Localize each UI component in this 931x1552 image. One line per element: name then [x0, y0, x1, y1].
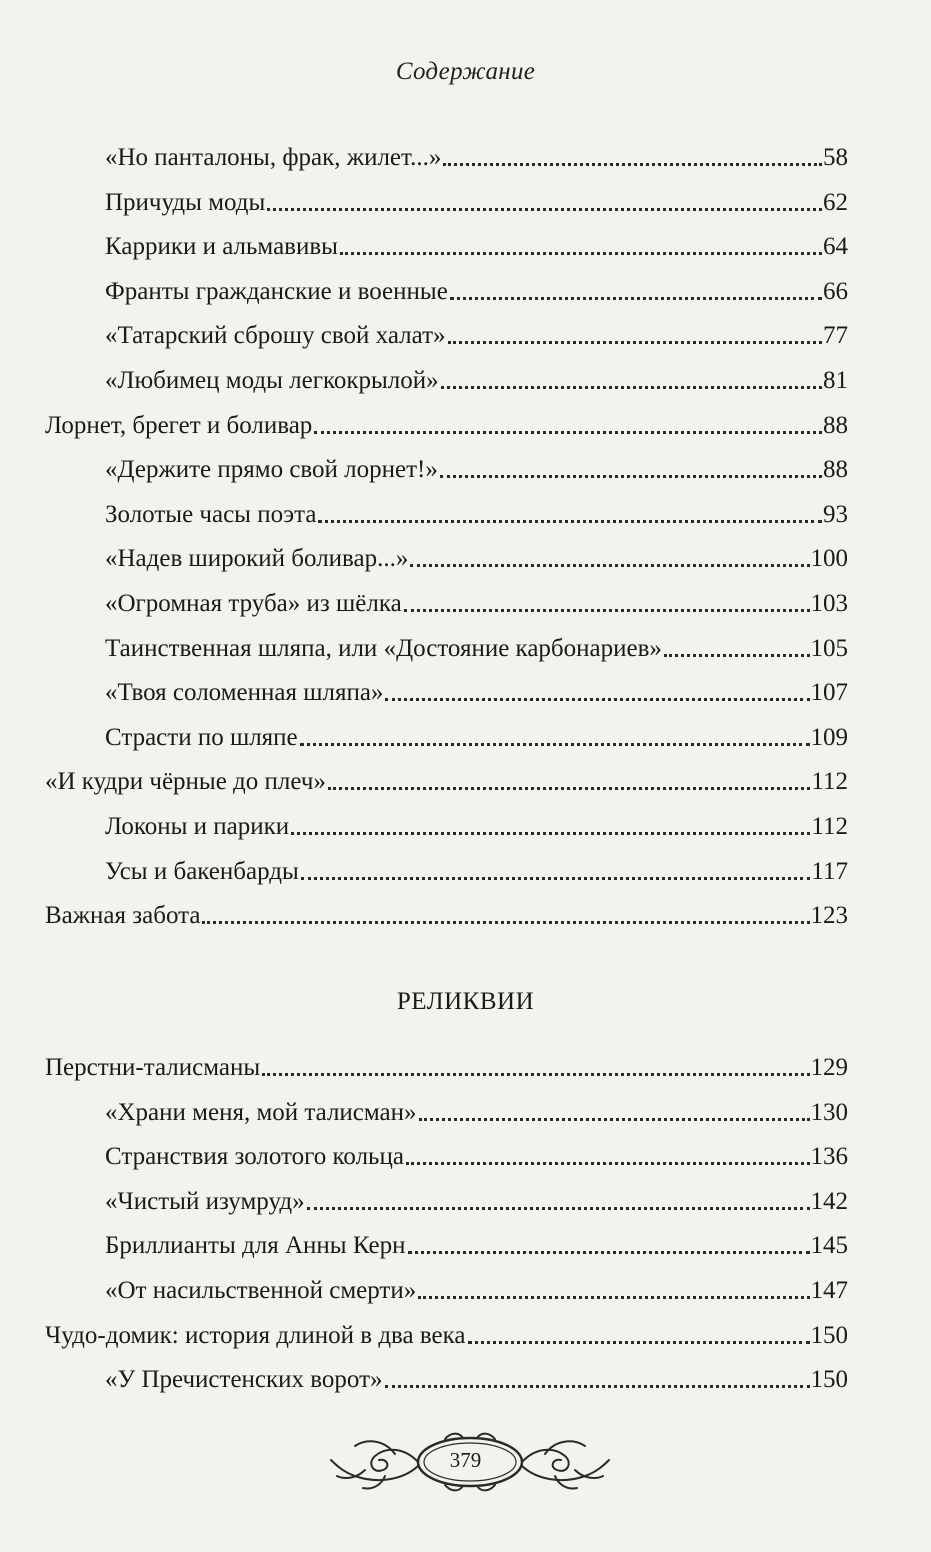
toc-entry-page: 88: [823, 456, 848, 484]
toc-entry-page: 117: [811, 857, 848, 885]
dot-leader: [300, 743, 810, 746]
toc-entry-page: 112: [811, 768, 848, 796]
toc-entry-title: «Держите прямо свой лорнет!»: [105, 456, 438, 484]
dot-leader: [448, 341, 823, 344]
toc-entry: [105, 624, 848, 664]
toc-entry-page: 103: [810, 590, 848, 617]
toc-entry-page: 64: [823, 233, 848, 261]
toc-entry-page: 62: [823, 188, 848, 216]
dot-leader: [267, 208, 822, 211]
toc-entry-page: 136: [810, 1143, 848, 1171]
dot-leader: [385, 698, 809, 701]
dot-leader: [468, 1341, 810, 1344]
toc-entry-title: Страсти по шляпе: [105, 723, 298, 751]
toc-entry-page: 130: [810, 1098, 848, 1126]
toc-entry: [105, 713, 848, 753]
toc-entry: [105, 579, 848, 619]
dot-leader: [418, 1296, 809, 1299]
dot-leader: [318, 520, 822, 523]
toc-entry: [45, 1311, 848, 1351]
toc-entry: [105, 133, 848, 173]
dot-leader: [301, 877, 811, 880]
dot-leader: [202, 921, 809, 924]
toc-entry-page: 66: [823, 277, 848, 305]
toc-entry-page: 88: [823, 411, 848, 439]
dot-leader: [291, 832, 810, 835]
dot-leader: [419, 1118, 810, 1121]
toc-entry: [45, 401, 848, 441]
dot-leader: [440, 475, 822, 478]
toc-entry: [105, 311, 848, 351]
toc-entry: [105, 356, 848, 396]
toc-entry: [105, 668, 848, 708]
toc-entry-page: 109: [810, 723, 848, 751]
toc-entry-title: Перстни-талисманы: [45, 1054, 261, 1081]
toc-entry: [105, 267, 848, 307]
toc-entry-title: Странствия золотого кольца: [105, 1143, 404, 1171]
toc-entry-title: Лорнет, брегет и боливар: [45, 411, 313, 439]
toc-entry-page: 81: [823, 367, 848, 394]
toc-entry: [105, 802, 848, 842]
toc-entry-page: 58: [823, 144, 848, 171]
dot-leader: [307, 1207, 810, 1210]
toc-entry: [105, 178, 848, 218]
page-number: 379: [449, 1448, 482, 1472]
toc-entry-page: 105: [810, 634, 848, 662]
toc-entry-title: Локоны и парики: [105, 813, 290, 840]
toc-entry: [105, 490, 848, 530]
dot-leader: [441, 386, 822, 389]
dot-leader: [406, 1162, 810, 1165]
toc-entry: [105, 1177, 848, 1217]
toc-entry-title: Бриллианты для Анны Керн: [105, 1232, 406, 1260]
dot-leader: [450, 297, 822, 300]
toc-entry: [105, 222, 848, 262]
toc-entry-title: «И кудри чёрные до плеч»: [45, 768, 326, 796]
toc-entry-page: 129: [810, 1054, 848, 1081]
toc-entry-title: Золотые часы поэта: [105, 500, 317, 528]
toc-entry-page: 145: [810, 1232, 848, 1260]
dot-leader: [328, 787, 810, 790]
toc-entry: [45, 891, 848, 931]
toc-entry-page: 150: [810, 1366, 848, 1394]
toc-entry-page: 142: [810, 1187, 848, 1215]
dot-leader: [443, 163, 822, 166]
toc-entry: [105, 534, 848, 574]
toc-entry-title: «Твоя соломенная шляпа»: [105, 679, 384, 707]
dot-leader: [385, 1385, 810, 1388]
toc-entry-title: «Храни меня, мой талисман»: [105, 1098, 417, 1126]
toc-entry-title: Таинственная шляпа, или «Достояние карбонариев»: [105, 634, 662, 662]
toc-entry-page: 100: [810, 545, 848, 573]
toc-entry-title: Чудо-домик: история длиной в два века: [45, 1321, 466, 1349]
toc-entry-page: 77: [823, 322, 848, 350]
toc-entry-title: «Чистый изумруд»: [105, 1187, 305, 1215]
toc-entry-title: Каррики и альмавивы: [105, 233, 338, 261]
toc-entry: [105, 847, 848, 887]
toc-entry-title: «Татарский сброшу свой халат»: [105, 322, 446, 350]
toc-entry-title: Причуды моды: [105, 188, 266, 216]
dot-leader: [664, 654, 810, 657]
toc-entry-page: 123: [810, 902, 848, 930]
toc-entry-title: «Но панталоны, фрак, жилет...»: [105, 144, 442, 171]
toc-entry-title: «От насильственной смерти»: [105, 1277, 417, 1304]
section-heading: РЕЛИКВИИ: [396, 988, 535, 1015]
dot-leader: [340, 252, 822, 255]
dot-leader: [262, 1073, 809, 1076]
toc-entry: [45, 757, 848, 797]
toc-entry-page: 93: [823, 500, 848, 528]
toc-entry-title: «Надев широкий боливар...»: [105, 545, 409, 573]
toc-entry-page: 107: [810, 679, 848, 707]
toc-entry-title: «Огромная труба» из шёлка: [105, 590, 402, 617]
toc-entry: [105, 445, 848, 485]
running-header: Содержание: [395, 58, 536, 85]
toc-entry: [105, 1266, 848, 1306]
toc-entry: [105, 1355, 848, 1395]
toc-entry-page: 112: [811, 813, 848, 840]
dot-leader: [408, 1251, 810, 1254]
dot-leader: [410, 564, 809, 567]
toc-entry: [105, 1132, 848, 1172]
toc-entry: [45, 1043, 848, 1083]
toc-entry-page: 147: [810, 1277, 848, 1304]
toc-entry-title: Франты гражданские и военные: [105, 277, 448, 305]
toc-entry-title: «У Пречистенских ворот»: [105, 1366, 383, 1394]
toc-entry-title: Усы и бакенбарды: [105, 857, 299, 885]
toc-entry: [105, 1088, 848, 1128]
toc-entry: [105, 1221, 848, 1261]
toc-entry-title: Важная забота: [45, 902, 201, 930]
dot-leader: [314, 431, 822, 434]
dot-leader: [404, 609, 810, 612]
toc-entry-title: «Любимец моды легкокрылой»: [105, 367, 439, 394]
toc-entry-page: 150: [810, 1321, 848, 1349]
